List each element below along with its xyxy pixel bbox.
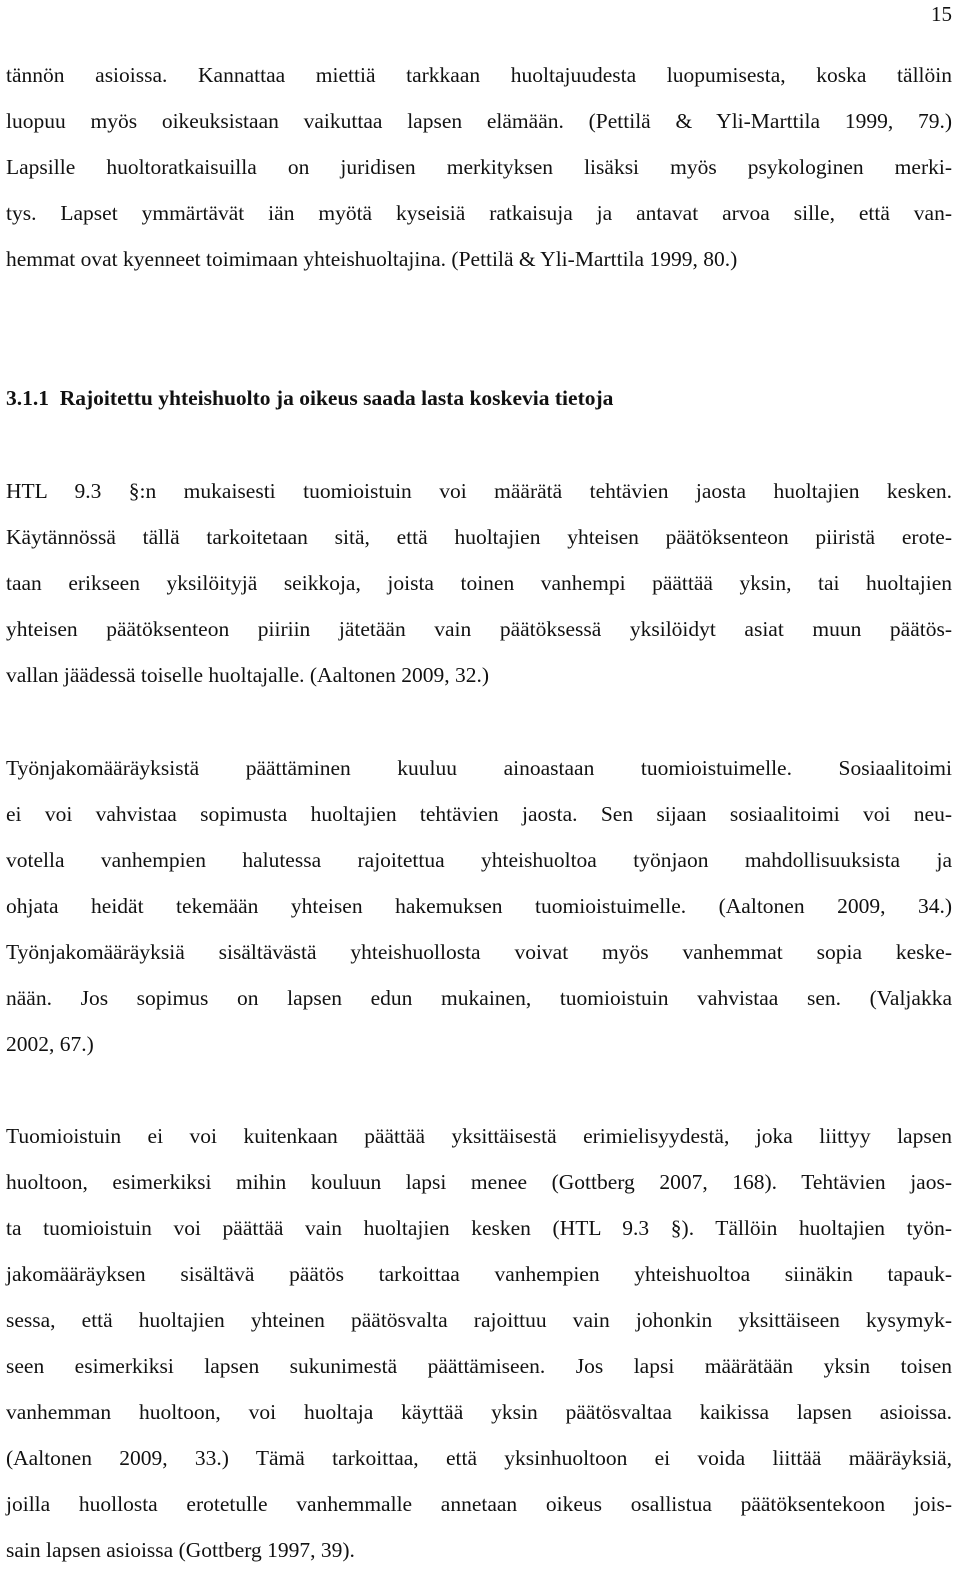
text-line: Tuomioistuin ei voi kuitenkaan päättää yksittäisestä erimielisyydestä, joka liittyy lapsen: [6, 1124, 952, 1148]
text-line: hemmat ovat kyenneet toimimaan yhteishuoltajina. (Pettilä & Yli-Marttila 1999, 80.): [6, 247, 738, 271]
text-line: luopuu myös oikeuksistaan vaikuttaa lapsen elämään. (Pettilä & Yli-Marttila 1999, 79.): [6, 109, 952, 133]
text-line: tys. Lapset ymmärtävät iän myötä kyseisiä ratkaisuja ja antavat arvoa sille, että van-: [6, 201, 952, 225]
text-line: yhteisen päätöksenteon piiriin jätetään vain päätöksessä yksilöidyt asiat muun päätös-: [6, 617, 952, 641]
text-line: vanhemman huoltoon, voi huoltaja käyttää yksin päätösvaltaa kaikissa lapsen asioissa.: [6, 1400, 952, 1424]
text-line: Käytännössä tällä tarkoitetaan sitä, että huoltajien yhteisen päätöksenteon piiristä erote-: [6, 525, 952, 549]
text-line: ohjata heidät tekemään yhteisen hakemuksen tuomioistuimelle. (Aaltonen 2009, 34.): [6, 894, 952, 918]
text-line: 2002, 67.): [6, 1032, 94, 1056]
text-line: sessa, että huoltajien yhteinen päätösvalta rajoittuu vain johonkin yksittäiseen kysymyk-: [6, 1308, 952, 1332]
page-number: 15: [931, 2, 952, 26]
text-line: vallan jäädessä toiselle huoltajalle. (Aaltonen 2009, 32.): [6, 663, 490, 687]
text-line: votella vanhempien halutessa rajoitettua yhteishuoltoa työnjaon mahdollisuuksista ja: [6, 848, 952, 872]
text-line: ei voi vahvistaa sopimusta huoltajien tehtävien jaosta. Sen sijaan sosiaalitoimi voi neu-: [6, 802, 952, 826]
text-line: Työnjakomääräyksistä päättäminen kuuluu ainoastaan tuomioistuimelle. Sosiaalitoimi: [6, 756, 952, 780]
text-line: sain lapsen asioissa (Gottberg 1997, 39).: [6, 1538, 355, 1562]
text-line: tännön asioissa. Kannattaa miettiä tarkkaan huoltajuudesta luopumisesta, koska tällöin: [6, 63, 952, 87]
text-line: Lapsille huoltoratkaisuilla on juridisen merkityksen lisäksi myös psykologinen merki-: [6, 155, 952, 179]
text-line: HTL 9.3 §:n mukaisesti tuomioistuin voi määrätä tehtävien jaosta huoltajien kesken.: [6, 479, 952, 503]
text-line: (Aaltonen 2009, 33.) Tämä tarkoittaa, että yksinhuoltoon ei voida liittää määräyksiä,: [6, 1446, 952, 1470]
text-line: huoltoon, esimerkiksi mihin kouluun lapsi menee (Gottberg 2007, 168). Tehtävien jaos-: [6, 1170, 952, 1194]
text-line: taan erikseen yksilöityjä seikkoja, joista toinen vanhempi päättää yksin, tai huoltajien: [6, 571, 952, 595]
text-line: Työnjakomääräyksiä sisältävästä yhteishuollosta voivat myös vanhemmat sopia keske-: [6, 940, 952, 964]
section-heading: 3.1.1 Rajoitettu yhteishuolto ja oikeus saada lasta koskevia tietoja: [6, 386, 614, 410]
text-line: seen esimerkiksi lapsen sukunimestä päättämiseen. Jos lapsi määrätään yksin toisen: [6, 1354, 952, 1378]
text-line: ta tuomioistuin voi päättää vain huoltajien kesken (HTL 9.3 §). Tällöin huoltajien työn-: [6, 1216, 952, 1240]
text-line: joilla huollosta erotetulle vanhemmalle annetaan oikeus osallistua päätöksentekoon jois-: [6, 1492, 952, 1516]
text-line: nään. Jos sopimus on lapsen edun mukainen, tuomioistuin vahvistaa sen. (Valjakka: [6, 986, 952, 1010]
text-line: jakomääräyksen sisältävä päätös tarkoittaa vanhempien yhteishuoltoa siinäkin tapauk-: [6, 1262, 952, 1286]
